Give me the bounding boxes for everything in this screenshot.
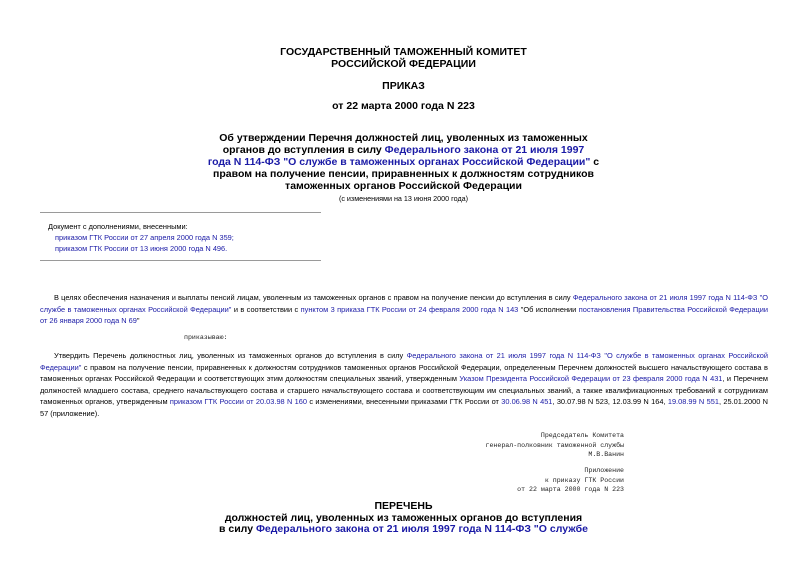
title-line1: Об утверждении Перечня должностей лиц, уволенных из таможенных bbox=[219, 132, 588, 144]
federal-law-link[interactable]: Федерального закона от 21 июля 1997 bbox=[384, 144, 585, 156]
preamble-order-link[interactable]: пунктом 3 приказа ГТК России от 24 февраля 2000 года N 143 bbox=[300, 304, 519, 314]
divider-top bbox=[40, 212, 321, 213]
divider-bottom bbox=[40, 260, 321, 261]
list-title-line1: ПЕРЕЧЕНЬ bbox=[374, 500, 433, 512]
main-law-link[interactable]: Федерального закона от 21 июля 1997 года N 114-ФЗ "О службе в таможенных органах Российской Федерации" bbox=[40, 351, 769, 372]
list-title-line2: должностей лиц, уволенных из таможенных органов до вступления bbox=[224, 512, 583, 524]
gtk-order-551-link[interactable]: 19.08.99 N 551 bbox=[667, 397, 719, 406]
appendix-label: Приложение bbox=[584, 467, 624, 474]
gtk-order-160-link[interactable]: приказом ГТК России от 20.03.98 N 160 bbox=[169, 397, 308, 406]
list-title-law-link[interactable]: Федерального закона от 21 июля 1997 года N 114-ФЗ "О службе bbox=[255, 523, 588, 535]
main-text-3: , и Перечнем должностей младшего состава, среднего начальствующего состава и старшего начальствующего состава и соответствующим им специальных званий, а также квалификационных требований к сотрудникам таможенных органов, утвержденным bbox=[40, 374, 769, 406]
amendment-link-2[interactable]: приказом ГТК России от 13 июня 2000 года N 496. bbox=[55, 244, 228, 253]
signature-name: М.В.Ванин bbox=[588, 451, 624, 458]
org-name-line1: ГОСУДАРСТВЕННЫЙ ТАМОЖЕННЫЙ КОМИТЕТ bbox=[280, 46, 527, 58]
preamble-text-1: В целях обеспечения назначения и выплаты пенсий лицам, уволенным из таможенных органов с правом на получение пенсии до вступления в силу bbox=[54, 293, 573, 302]
list-title-line3 bbox=[0, 523, 807, 536]
amendment-link-1[interactable]: приказом ГТК России от 27 апреля 2000 года N 359; bbox=[55, 233, 234, 242]
appendix-ref: к приказу ГТК России bbox=[544, 476, 624, 484]
main-text-6: , 25.01.2000 N 57 (приложение). bbox=[40, 397, 769, 418]
main-text-4: с изменениями, внесенными приказами ГТК России от bbox=[307, 397, 502, 406]
list-title-line3-text: в силу bbox=[219, 523, 256, 535]
signature-position: Председатель Комитета bbox=[540, 432, 624, 439]
preamble-paragraph bbox=[40, 292, 768, 327]
main-text-2: с правом на получение пенсии, приравненных к должностям сотрудников таможенных органов Российской Федерации, определенным Перечнем должностей высшего начальствующего состава в таможенных органах Российской Федерации и соответствующих этим должностям специальных званий, утвержденным bbox=[40, 362, 768, 383]
main-text-1: Утвердить Перечень должностных лиц, уволенных из таможенных органов до вступления в силу bbox=[54, 351, 407, 360]
federal-law-link-cont[interactable]: года N 114-ФЗ "О службе в таможенных органах Российской Федерации" bbox=[207, 156, 591, 168]
title-line3-text: с bbox=[590, 156, 600, 168]
signature-rank: генерал-полковник таможенной службы bbox=[485, 441, 624, 449]
revision-note: (с изменениями на 13 июня 2000 года) bbox=[338, 194, 469, 203]
presidential-decree-link[interactable]: Указом Президента Российской Федерации от 23 февраля 2000 года N 431 bbox=[459, 374, 723, 383]
doc-type: ПРИКАЗ bbox=[382, 80, 425, 92]
title-line4: правом на получение пенсии, приравненных к должностям сотрудников bbox=[213, 168, 594, 180]
preamble-text-4: " bbox=[136, 316, 140, 325]
doc-date: от 22 марта 2000 года N 223 bbox=[332, 100, 475, 112]
preamble-law-link[interactable]: Федерального закона от 21 июля 1997 года N 114-ФЗ "О службе в таможенных органах Российской Федерации" bbox=[40, 293, 768, 314]
signature-block bbox=[486, 431, 625, 460]
appendix-date: от 22 марта 2000 года N 223 bbox=[517, 486, 624, 493]
preamble-decree-link[interactable]: постановления Правительства Российской Федерации от 26 января 2000 года N 69 bbox=[40, 304, 768, 325]
main-paragraph bbox=[40, 350, 768, 419]
title-line5: таможенных органов Российской Федерации bbox=[285, 180, 522, 192]
main-text-5: , 30.07.98 N 523, 12.03.99 N 164, bbox=[552, 397, 668, 406]
preamble-text-2: и в соответствии с bbox=[231, 304, 301, 314]
order-word: приказываю: bbox=[184, 334, 228, 341]
appendix-block bbox=[517, 466, 624, 495]
amendments-intro: Документ с дополнениями, внесенными: bbox=[48, 222, 188, 231]
title-line2-text: органов до вступления в силу bbox=[222, 144, 385, 156]
org-name-line2: РОССИЙСКОЙ ФЕДЕРАЦИИ bbox=[331, 58, 476, 70]
preamble-text-3: "Об исполнении bbox=[518, 304, 579, 314]
gtk-order-451-link[interactable]: 30.06.98 N 451 bbox=[501, 397, 553, 406]
